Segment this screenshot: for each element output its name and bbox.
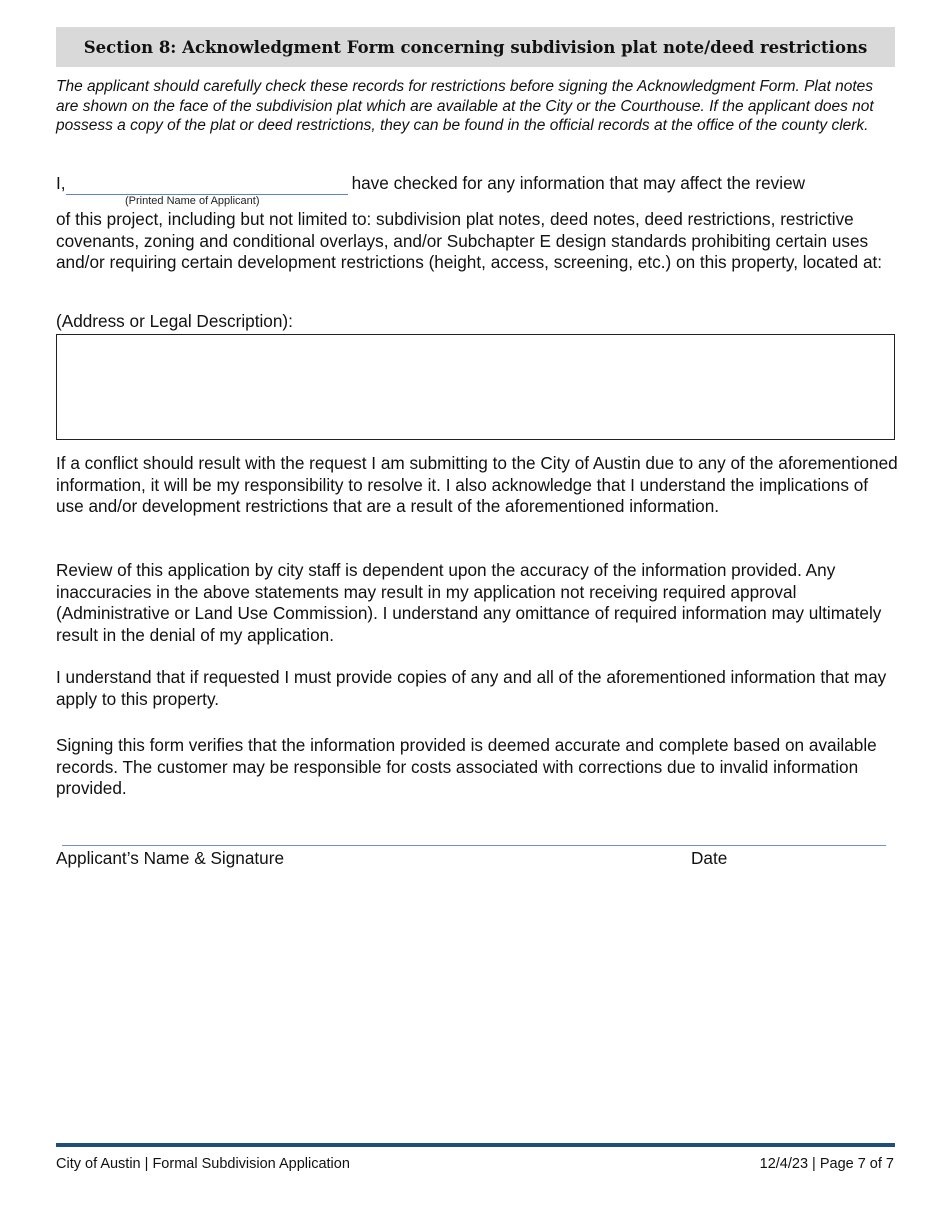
conflict-paragraph: If a conflict should result with the request I am submitting to the City of Austin due to any of the aforementioned information, it will be my responsibility to resolve it. I also acknowledge that I understand the implications of use and/or development restrictions that are a result of the aforementioned information. <box>56 453 898 516</box>
applicant-name-row <box>56 173 898 195</box>
section-header <box>56 27 895 67</box>
footer-page-info: 12/4/23 | Page 7 of 7 <box>759 1156 894 1172</box>
verification-paragraph: Signing this form verifies that the information provided is deemed accurate and complete based on available records. The customer may be responsible for costs associated with corrections due to invalid information provided. <box>56 735 877 798</box>
date-label: Date <box>691 848 728 868</box>
signature-label: Applicant’s Name & Signature <box>56 848 285 868</box>
copies-paragraph: I understand that if requested I must provide copies of any and all of the aforementioned information that may apply to this property. <box>56 667 887 709</box>
name-prefix: I, <box>56 173 66 193</box>
address-label: (Address or Legal Description): <box>56 311 293 331</box>
intro-instructions: The applicant should carefully check these records for restrictions before signing the Acknowledgment Form. Plat notes are shown on the face of the subdivision plat which are available at the City or the Courthouse. If the applicant does not possess a copy of the plat or deed restrictions, they can be found in the official records at the office of the county clerk. <box>56 78 874 135</box>
scope-paragraph: of this project, including but not limited to: subdivision plat notes, deed notes, deed restrictions, restrictive covenants, zoning and conditional overlays, and/or Subchapter E design standards prohibiting certain uses and/or requiring certain development restrictions (height, access, screening, etc.) on this property, located at: <box>56 209 883 272</box>
printed-name-caption: (Printed Name of Applicant) <box>125 195 260 207</box>
footer-divider <box>56 1143 895 1147</box>
printed-name-field[interactable] <box>66 176 348 195</box>
section-title: Section 8: Acknowledgment Form concerning subdivision plat note/deed restrictions <box>83 37 868 57</box>
footer-title: City of Austin | Formal Subdivision Application <box>56 1156 350 1172</box>
review-paragraph: Review of this application by city staff is dependent upon the accuracy of the information provided. Any inaccuracies in the above statements may result in my application not receiving required approval (Administrative or Land Use Commission). I understand any omittance of required information may ultimately result in the denial of my application. <box>56 560 882 645</box>
address-input[interactable] <box>56 334 895 440</box>
signature-field[interactable] <box>62 829 886 846</box>
name-suffix: have checked for any information that may affect the review <box>351 173 806 193</box>
